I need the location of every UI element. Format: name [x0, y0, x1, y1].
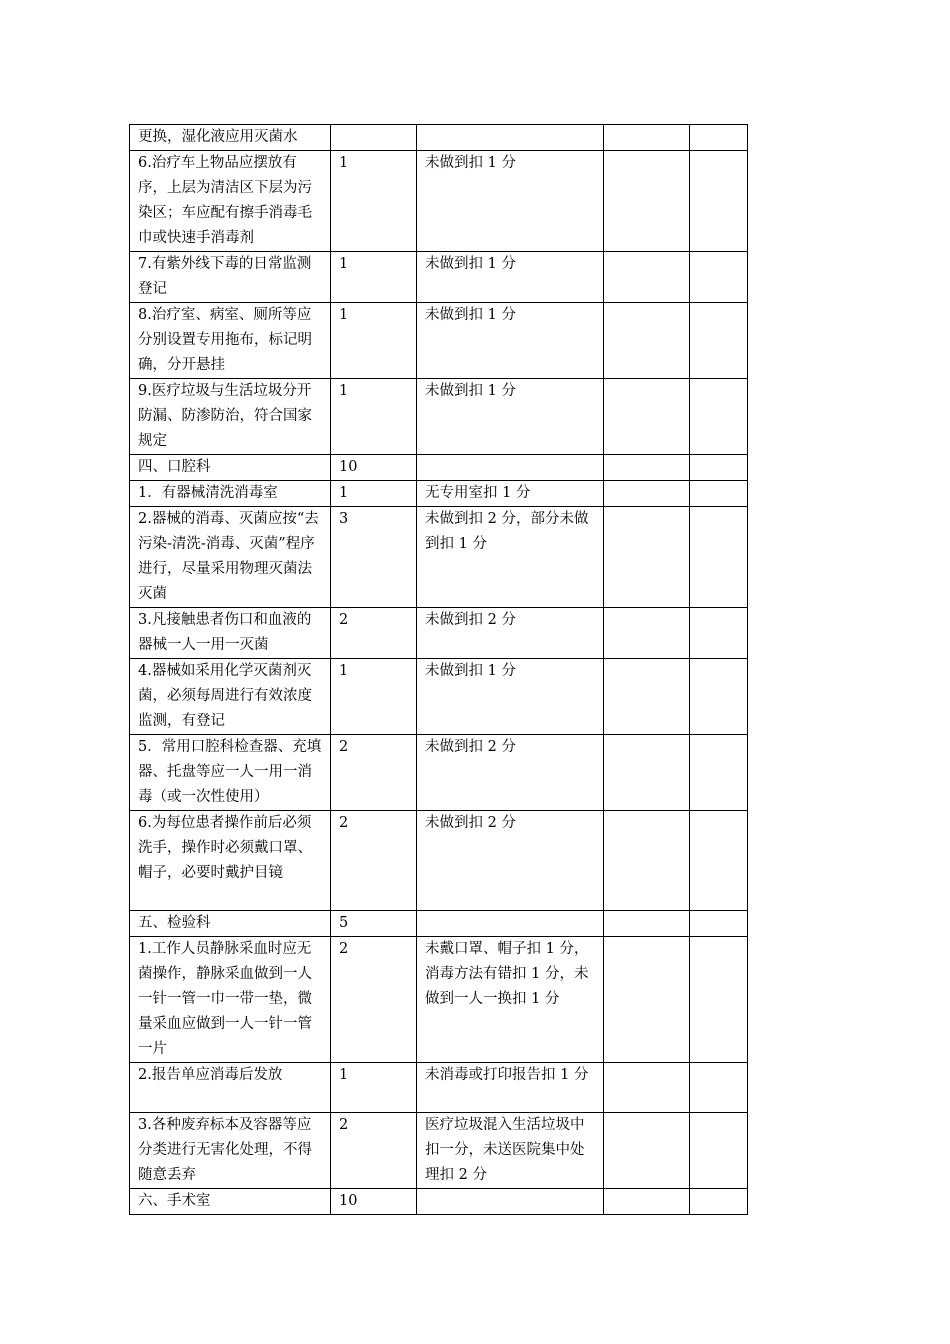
item-cell: 3.凡接触患者伤口和血液的器械一人一用一灭菌: [130, 608, 331, 659]
table-row: [130, 1063, 748, 1113]
item-cell: 五、检验科: [130, 911, 331, 937]
table-row: [130, 507, 748, 608]
rule-cell: 未做到扣 2 分: [417, 811, 604, 911]
table-row: [130, 151, 748, 252]
check-cell: [604, 1189, 690, 1215]
rule-cell: [417, 455, 604, 481]
check-cell: [604, 1063, 690, 1113]
rule-cell: 未做到扣 2 分: [417, 608, 604, 659]
note-cell: [690, 1113, 748, 1189]
table-row: [130, 1113, 748, 1189]
table-row: [130, 455, 748, 481]
item-cell: 3.各种废弃标本及容器等应分类进行无害化处理，不得随意丢弃: [130, 1113, 331, 1189]
item-cell: 6.为每位患者操作前后必须洗手，操作时必须戴口罩、帽子，必要时戴护目镜: [130, 811, 331, 911]
note-cell: [690, 379, 748, 455]
table-row: [130, 911, 748, 937]
rule-cell: 未戴口罩、帽子扣 1 分，消毒方法有错扣 1 分，未做到一人一换扣 1 分: [417, 937, 604, 1063]
score-cell: 2: [331, 811, 417, 911]
note-cell: [690, 911, 748, 937]
table-row: [130, 303, 748, 379]
check-cell: [604, 735, 690, 811]
note-cell: [690, 252, 748, 303]
table-body: [130, 125, 748, 1215]
rule-cell: [417, 125, 604, 151]
score-cell: 1: [331, 1063, 417, 1113]
note-cell: [690, 151, 748, 252]
rule-cell: 未做到扣 2 分，部分未做到扣 1 分: [417, 507, 604, 608]
table-row: [130, 608, 748, 659]
note-cell: [690, 125, 748, 151]
score-cell: 10: [331, 455, 417, 481]
rule-cell: 未做到扣 1 分: [417, 252, 604, 303]
table-row: [130, 379, 748, 455]
table-row: [130, 125, 748, 151]
score-cell: 5: [331, 911, 417, 937]
table-row: [130, 811, 748, 911]
score-table: [129, 124, 748, 1215]
check-cell: [604, 303, 690, 379]
note-cell: [690, 1063, 748, 1113]
note-cell: [690, 455, 748, 481]
score-cell: [331, 125, 417, 151]
table-row: [130, 937, 748, 1063]
score-cell: 1: [331, 481, 417, 507]
note-cell: [690, 937, 748, 1063]
check-cell: [604, 151, 690, 252]
item-cell: 六、手术室: [130, 1189, 331, 1215]
item-cell: 9.医疗垃圾与生活垃圾分开防漏、防渗防治，符合国家规定: [130, 379, 331, 455]
score-cell: 2: [331, 937, 417, 1063]
note-cell: [690, 1189, 748, 1215]
rule-cell: 未做到扣 2 分: [417, 735, 604, 811]
table-row: [130, 481, 748, 507]
rule-cell: 未做到扣 1 分: [417, 379, 604, 455]
table-row: [130, 735, 748, 811]
note-cell: [690, 735, 748, 811]
note-cell: [690, 507, 748, 608]
check-cell: [604, 608, 690, 659]
item-cell: 5．常用口腔科检查器、充填器、托盘等应一人一用一消毒（或一次性使用）: [130, 735, 331, 811]
score-cell: 1: [331, 151, 417, 252]
score-cell: 2: [331, 735, 417, 811]
table-row: [130, 659, 748, 735]
check-cell: [604, 1113, 690, 1189]
note-cell: [690, 608, 748, 659]
score-cell: 1: [331, 303, 417, 379]
item-cell: 4.器械如采用化学灭菌剂灭菌，必须每周进行有效浓度监测，有登记: [130, 659, 331, 735]
check-cell: [604, 911, 690, 937]
check-cell: [604, 455, 690, 481]
score-cell: 2: [331, 608, 417, 659]
check-cell: [604, 481, 690, 507]
check-cell: [604, 811, 690, 911]
rule-cell: 未做到扣 1 分: [417, 303, 604, 379]
rule-cell: [417, 1189, 604, 1215]
note-cell: [690, 811, 748, 911]
rule-cell: 医疗垃圾混入生活垃圾中扣一分，未送医院集中处理扣 2 分: [417, 1113, 604, 1189]
check-cell: [604, 252, 690, 303]
rule-cell: 未做到扣 1 分: [417, 659, 604, 735]
item-cell: 四、口腔科: [130, 455, 331, 481]
note-cell: [690, 481, 748, 507]
score-cell: 10: [331, 1189, 417, 1215]
item-cell: 1.工作人员静脉采血时应无菌操作，静脉采血做到一人一针一管一巾一带一垫，微量采血应做到一人一针一管一片: [130, 937, 331, 1063]
check-cell: [604, 659, 690, 735]
check-cell: [604, 507, 690, 608]
item-cell: 2.报告单应消毒后发放: [130, 1063, 331, 1113]
score-cell: 1: [331, 659, 417, 735]
score-cell: 1: [331, 379, 417, 455]
item-cell: 7.有紫外线下毒的日常监测登记: [130, 252, 331, 303]
item-cell: 8.治疗室、病室、厕所等应分别设置专用拖布，标记明确，分开悬挂: [130, 303, 331, 379]
rule-cell: 无专用室扣 1 分: [417, 481, 604, 507]
item-cell: 2.器械的消毒、灭菌应按“去污染-清洗-消毒、灭菌”程序进行，尽量采用物理灭菌法灭菌: [130, 507, 331, 608]
table-row: [130, 252, 748, 303]
note-cell: [690, 303, 748, 379]
note-cell: [690, 659, 748, 735]
table-row: [130, 1189, 748, 1215]
rule-cell: 未做到扣 1 分: [417, 151, 604, 252]
check-cell: [604, 125, 690, 151]
score-cell: 3: [331, 507, 417, 608]
rule-cell: 未消毒或打印报告扣 1 分: [417, 1063, 604, 1113]
rule-cell: [417, 911, 604, 937]
score-cell: 2: [331, 1113, 417, 1189]
item-cell: 6.治疗车上物品应摆放有序，上层为清洁区下层为污染区；车应配有擦手消毒毛巾或快速手消毒剂: [130, 151, 331, 252]
score-cell: 1: [331, 252, 417, 303]
item-cell: 更换，湿化液应用灭菌水: [130, 125, 331, 151]
item-cell: 1．有器械清洗消毒室: [130, 481, 331, 507]
check-cell: [604, 937, 690, 1063]
check-cell: [604, 379, 690, 455]
